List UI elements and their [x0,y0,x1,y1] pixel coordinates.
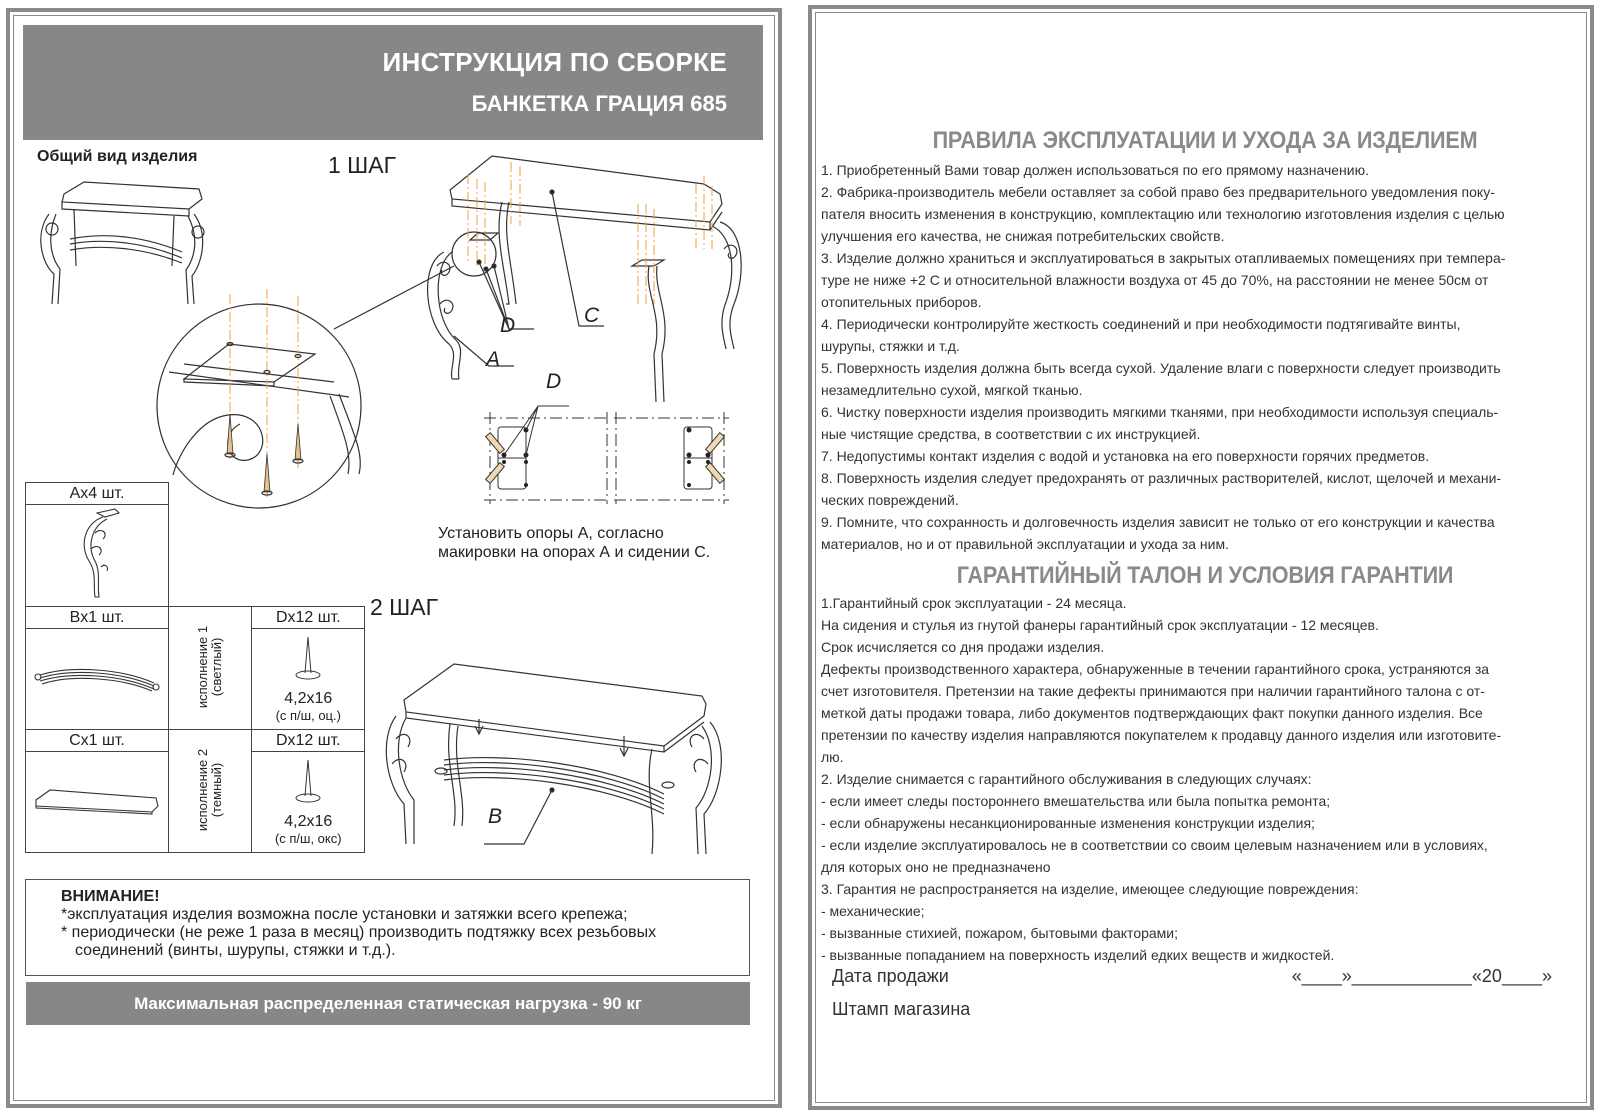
warranty-line: - если имеет следы постороннего вмешательства или была попытка ремонта; [821,793,1331,809]
rules-title: ПРАВИЛА ЭКСПЛУАТАЦИИ И УХОДА ЗА ИЗДЕЛИЕМ [932,127,1478,154]
step1-caption-line1: Установить опоры А, согласно [438,525,664,542]
warning-box [25,879,750,976]
rule-line: 4. Периодически контролируйте жесткость соединений и при необходимости подтягивайте винты, [821,316,1461,332]
variant-1-line2: (светлый) [209,637,225,697]
product-name: БАНКЕТКА ГРАЦИЯ 685 [471,91,727,116]
variant-2-line1: исполнение 2 [195,748,211,832]
step2-title: 2 ШАГ [370,594,439,620]
max-load-banner: Максимальная распределенная статическая нагрузка - 90 кг [26,982,750,1025]
part-d1-size: 4,2x16 [284,690,333,707]
warranty-line: Срок исчисляется со дня продажи изделия. [821,639,1105,655]
part-b-cell [26,629,169,730]
part-a-label: Ax4 шт. [26,483,169,505]
sale-date-field: «____»____________«20____» [1291,966,1552,986]
callout-c: C [584,304,600,327]
part-d2-cell [252,752,365,853]
warranty-line: счет изготовителя. Претензии на такие дефекты принимаются при наличии гарантийного талона с от- [821,683,1485,699]
step1-detail-magnifier [157,289,361,508]
step1-title: 1 ШАГ [328,152,397,178]
warranty-line: 3. Гарантия не распространяется на изделие, имеющее следующие повреждения: [821,881,1359,897]
step1-guide-lines [468,162,712,304]
rule-line: отопительных приборов. [821,294,982,310]
rule-line: ные чистящие средства, в соответствии с их инструкцией. [821,426,1201,442]
rule-line: 5. Поверхность изделия должна быть всегда сухой. Удаление влаги с поверхности следует производить [821,360,1501,376]
rule-line: незамедлительно сухой, мягкой тканью. [821,382,1083,398]
warranty-line: Дефекты производственного характера, обнаруженные в течении гарантийного срока, устраняются за [821,661,1490,677]
document-title: ИНСТРУКЦИЯ ПО СБОРКЕ [382,47,727,77]
variant-2-label [169,730,252,853]
variant-2-line2: (темный) [209,762,225,818]
step1-seat-illustration [450,156,722,326]
warranty-list [821,592,1561,966]
seat-part-icon [30,780,164,820]
part-c-cell [26,752,169,853]
warning-line3: соединений (винты, шурупы, стяжки и т.д.). [75,942,396,959]
warning-title: ВНИМАНИЕ! [61,888,160,905]
warranty-line: для которых оно не предназначено [821,859,1051,875]
warranty-line: - механические; [821,903,925,919]
warning-line2: * периодически (не реже 1 раза в месяц) производить подтяжку всех резьбовых [61,924,657,941]
assembly-instructions-page [6,8,782,1108]
shelf-part-icon [32,657,162,697]
rule-line: 2. Фабрика-производитель мебели оставляет за собой право без предварительного уведомления поку- [821,184,1495,200]
rule-line: 3. Изделие должно храниться и эксплуатироваться в закрытых отапливаемых помещениях при темпера- [821,250,1506,266]
callout-b: B [488,805,503,828]
warranty-line: лю. [821,749,844,765]
rule-line: ческих повреждений. [821,492,959,508]
callout-d-schematic: D [546,370,562,393]
rule-line: материалов, но и от правильной эксплуатации и ухода за ним. [821,536,1229,552]
sale-date-label: Дата продажи [832,966,949,986]
part-d1-cell [252,629,365,730]
part-d2-label: Dx12 шт. [252,730,365,752]
part-a-cell [26,505,169,607]
warranty-line: На сидения и стулья из гнутой фанеры гарантийный срок эксплуатации - 12 месяцев. [821,617,1379,633]
rule-line: пателя вносить изменения в конструкцию, комплектацию или технологию изготовления изделия с целью [821,206,1505,222]
warranty-line: - если обнаружены несанкционированные изменения конструкции изделия; [821,815,1315,831]
rule-line: туре не ниже +2 С и относительной влажности воздуха от 45 до 70%, на расстоянии не менее 50см от [821,272,1489,288]
warning-line1: *эксплуатация изделия возможна после установки и затяжки всего крепежа; [61,906,628,923]
store-stamp-label: Штамп магазина [832,999,971,1019]
rule-line: 6. Чистку поверхности изделия производить мягкими тканями, при необходимости используя специаль- [821,404,1499,420]
marking-schematic [484,406,729,504]
step2-bench-illustration [386,664,721,854]
rule-line: 8. Поверхность изделия следует предохранять от различных растворителей, кислот, щелочей и механи- [821,470,1502,486]
rule-line: 1. Приобретенный Вами товар должен использоваться по его прямому назначению. [821,162,1369,178]
warranty-line: - вызванные стихией, пожаром, бытовыми факторами; [821,925,1179,941]
warranty-line: 1.Гарантийный срок эксплуатации - 24 месяца. [821,595,1127,611]
callout-a: A [486,348,501,371]
step1-caption-line2: макировки на опорах А и сидении С. [438,544,711,561]
rule-line: 9. Помните, что сохранность и долговечность изделия зависит не только от его конструкции и качества [821,514,1495,530]
part-d2-note: (с п/ш, окс) [274,831,342,846]
warranty-line: - если изделие эксплуатировалось не в соответствии со своим целевым назначением или в условиях, [821,837,1488,853]
warranty-line: - вызванные попаданием на поверхность изделий едких веществ и жидкостей. [821,947,1335,963]
warranty-line: меткой даты продажи товара, либо документов подтверждающих факт покупки данного изделия. Все [821,705,1483,721]
variant-1-label [169,607,252,730]
part-d1-note: (с п/ш, оц.) [275,708,341,723]
overview-title: Общий вид изделия [37,148,198,165]
part-d1-label: Dx12 шт. [252,607,365,629]
rules-list [821,159,1561,555]
variant-1-line1: исполнение 1 [195,625,211,709]
screw-icon [293,635,323,685]
rule-line: шурупы, стяжки и т.д. [821,338,960,354]
parts-table [25,482,365,853]
warranty-line: претензии по качеству изделия направляются покупателем к продавцу данного изделия или изготовите- [821,727,1502,743]
rule-line: улучшения его качества, не снижая потребительских свойств. [821,228,1225,244]
screw-icon [293,758,323,808]
rule-line: 7. Недопустимы контакт изделия с водой и установка на его поверхности горячих предметов. [821,448,1430,464]
care-and-warranty-page [808,5,1594,1110]
part-c-label: Cx1 шт. [26,730,169,752]
warranty-line: 2. Изделие снимается с гарантийного обслуживания в следующих случаях: [821,771,1312,787]
callout-d: D [500,314,516,337]
leg-part-icon [67,505,127,601]
part-b-label: Bx1 шт. [26,607,169,629]
part-d2-size: 4,2x16 [284,813,333,830]
warranty-title: ГАРАНТИЙНЫЙ ТАЛОН И УСЛОВИЯ ГАРАНТИИ [956,562,1454,589]
bench-overview-illustration [41,182,204,304]
step1-legs-illustration [334,202,741,402]
